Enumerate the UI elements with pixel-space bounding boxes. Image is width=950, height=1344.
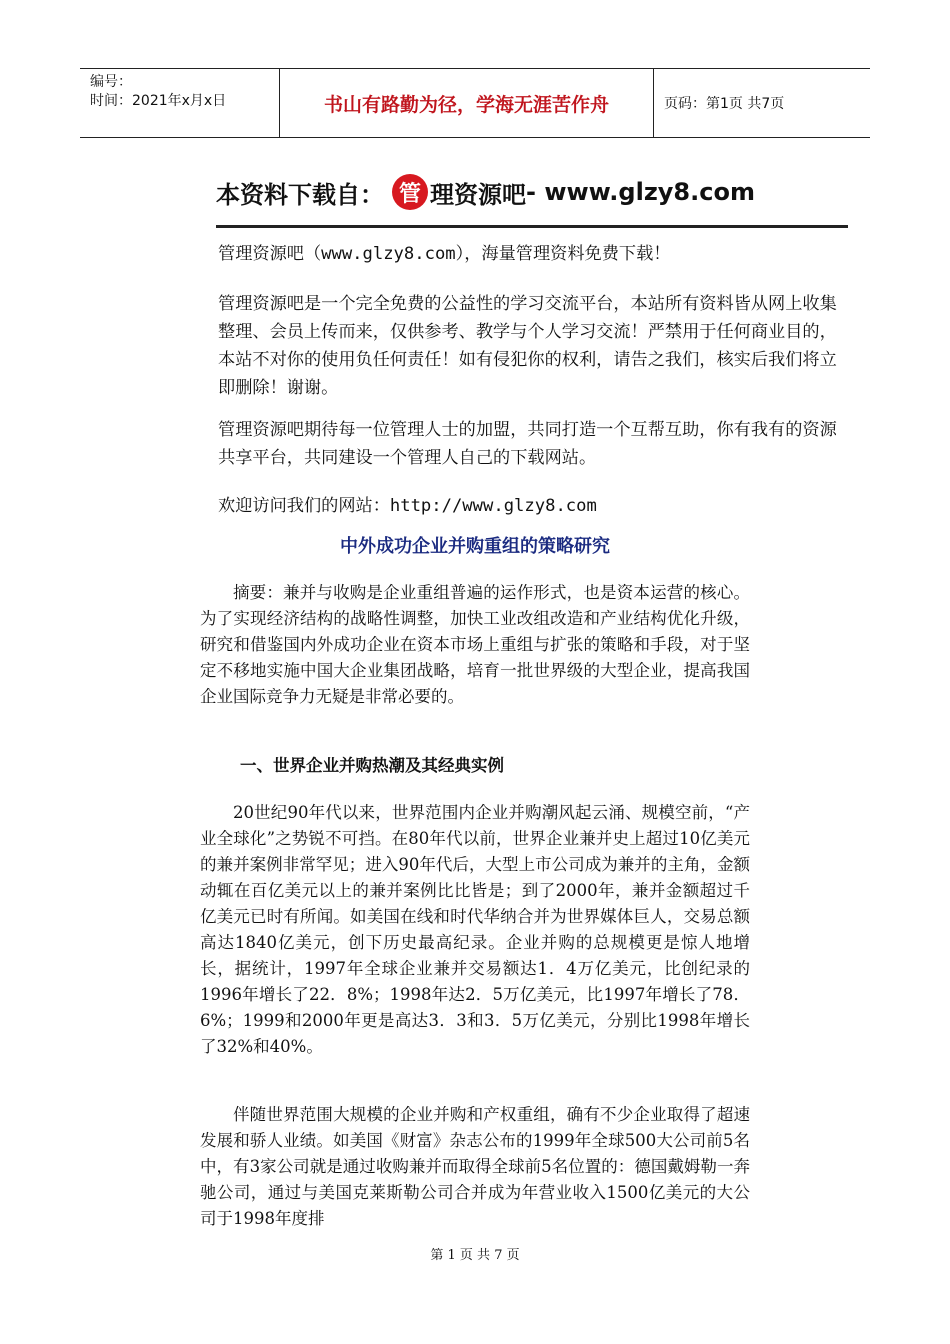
download-banner: [216, 168, 848, 216]
header-page-info: 页码：第1页 共7页: [664, 96, 785, 112]
document-title: 中外成功企业并购重组的策略研究: [340, 536, 610, 557]
page-footer: 第 1 页 共 7 页: [430, 1248, 520, 1263]
section-1-heading: 一、世界企业并购热潮及其经典实例: [240, 756, 504, 775]
header-motto: 书山有路勤为径，学海无涯苦作舟: [280, 69, 654, 137]
header-table: [80, 68, 870, 138]
ad-website-line[interactable]: 欢迎访问我们的网站：http://www.glzy8.com: [218, 496, 597, 516]
site-logo-icon: 管: [392, 174, 428, 210]
ad-paragraph-2: 管理资源吧是一个完全免费的公益性的学习交流平台，本站所有资料皆从网上收集整理、会员上传而来，仅供参考、教学与个人学习交流！严禁用于任何商业目的，本站不对你的使用负任何责任！如有侵犯你的权利，请告之我们，核实后我们将立即删除！谢谢。: [218, 294, 837, 398]
banner-url[interactable]: - www.glzy8.com: [526, 178, 755, 206]
header-meta: [80, 69, 280, 137]
banner-site-name: 理资源吧: [430, 180, 526, 209]
ad-line-1: 管理资源吧（www.glzy8.com），海量管理资料免费下载！: [218, 244, 671, 264]
number-label: 编号：: [90, 74, 132, 90]
ad-paragraph-3: 管理资源吧期待每一位管理人士的加盟，共同打造一个互帮互助，你有我有的资源共享平台，共同建设一个管理人自己的下载网站。: [218, 420, 837, 468]
banner-divider: [216, 225, 848, 228]
section-1-paragraph-2: 伴随世界范围大规模的企业并购和产权重组，确有不少企业取得了超速发展和骄人业绩。如美国《财富》杂志公布的1999年全球500大公司前5名中，有3家公司就是通过收购兼并而取得全球前5名位置的：德国戴姆勒一奔驰公司，通过与美国克莱斯勒公司合并成为年营业收入1500亿美元的大公司于1998年度排: [200, 1105, 750, 1228]
banner-prefix: 本资料下载自：: [216, 180, 384, 209]
time-label: 时间：2021年x月x日: [90, 93, 227, 109]
abstract-paragraph: 摘要：兼并与收购是企业重组普遍的运作形式，也是资本运营的核心。为了实现经济结构的战略性调整，加快工业改组改造和产业结构优化升级，研究和借鉴国内外成功企业在资本市场上重组与扩张的策略和手段，对于坚定不移地实施中国大企业集团战略，培育一批世界级的大型企业，提高我国企业国际竞争力无疑是非常必要的。: [200, 583, 750, 706]
section-1-paragraph-1: 20世纪90年代以来，世界范围内企业并购潮风起云涌、规模空前，“产业全球化”之势锐不可挡。在80年代以前，世界企业兼并史上超过10亿美元的兼并案例非常罕见；进入90年代后，大型上市公司成为兼并的主角，金额动辄在百亿美元以上的兼并案例比比皆是；到了2000年，兼并金额超过千亿美元已时有所闻。如美国在线和时代华纳合并为世界媒体巨人，交易总额高达1840亿美元，创下历史最高纪录。企业并购的总规模更是惊人地增长，据统计，1997年全球企业兼并交易额达1．4万亿美元，比创纪录的1996年增长了22．8%；1998年达2．5万亿美元，比1997年增长了78．6%；1999和2000年更是高达3．3和3．5万亿美元，分别比1998年增长了32%和40%。: [200, 803, 750, 1056]
